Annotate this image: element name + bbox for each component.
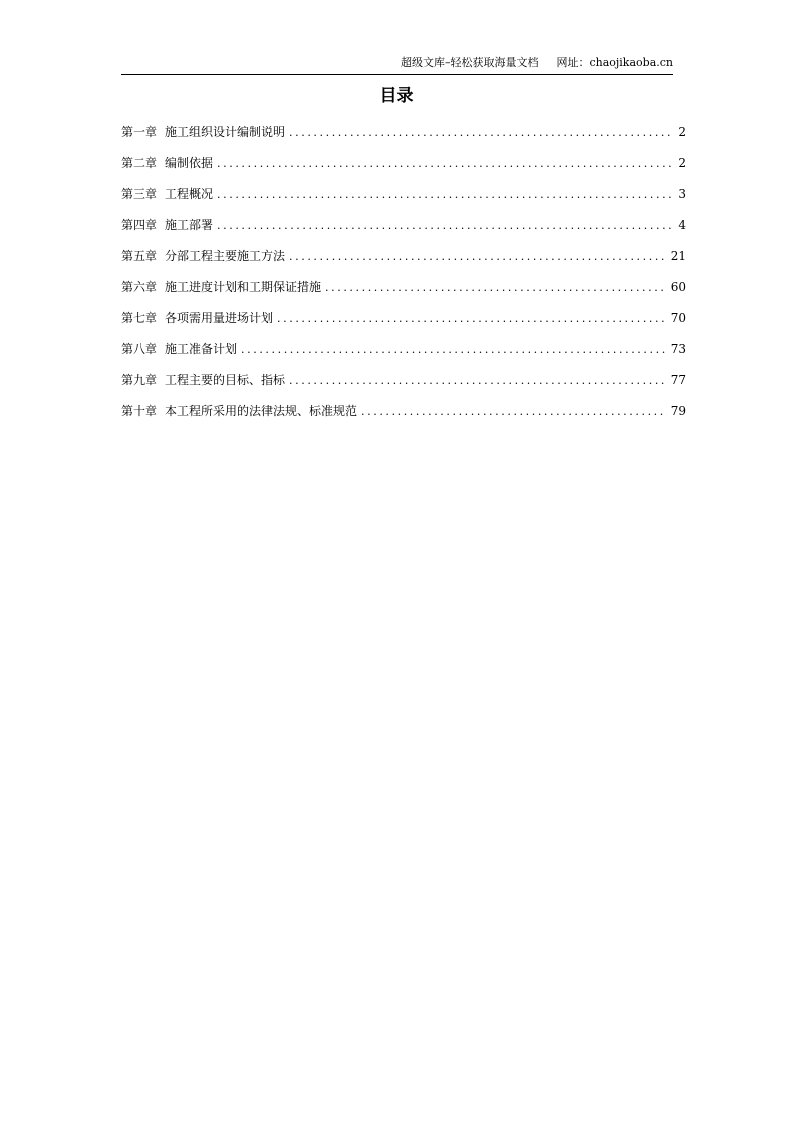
toc-entry-title: 施工准备计划 bbox=[165, 342, 238, 356]
header-url: 网址：chaojikaoba.cn bbox=[556, 56, 673, 69]
toc-entry-7[interactable] bbox=[121, 309, 686, 340]
toc-page-number: 79 bbox=[670, 404, 686, 418]
toc-entry-1[interactable] bbox=[121, 123, 686, 154]
toc-chapter-number: 第八章 bbox=[121, 342, 158, 356]
toc-entry-title: 施工进度计划和工期保证措施 bbox=[165, 280, 322, 294]
toc-entry-title: 本工程所采用的法律法规、标准规范 bbox=[165, 404, 358, 418]
toc-entry-9[interactable] bbox=[121, 371, 686, 402]
toc-page-number: 3 bbox=[678, 187, 686, 201]
toc-chapter-number: 第三章 bbox=[121, 187, 158, 201]
toc-page-number: 73 bbox=[670, 342, 686, 356]
toc-entry-title: 施工组织设计编制说明 bbox=[165, 125, 286, 139]
toc-page-number: 77 bbox=[670, 373, 686, 387]
toc-entry-3[interactable] bbox=[121, 185, 686, 216]
dot-leader bbox=[289, 248, 667, 266]
dot-leader bbox=[289, 372, 667, 390]
toc-chapter-number: 第一章 bbox=[121, 125, 158, 139]
toc-entry-title: 编制依据 bbox=[165, 156, 214, 170]
dot-leader bbox=[241, 341, 667, 359]
dot-leader bbox=[325, 279, 667, 297]
toc-title: 目录 bbox=[379, 86, 414, 106]
toc-entry-title: 工程主要的目标、指标 bbox=[165, 373, 286, 387]
toc-entry-title: 分部工程主要施工方法 bbox=[165, 249, 286, 263]
toc-entry-title: 各项需用量进场计划 bbox=[165, 311, 274, 325]
toc-entry-10[interactable] bbox=[121, 402, 686, 433]
dot-leader bbox=[217, 217, 674, 235]
toc-page-number: 21 bbox=[670, 249, 686, 263]
dot-leader bbox=[217, 155, 674, 173]
toc-page-number: 2 bbox=[678, 156, 686, 170]
page-header bbox=[121, 56, 673, 75]
toc-chapter-number: 第七章 bbox=[121, 311, 158, 325]
table-of-contents bbox=[121, 123, 686, 433]
toc-entry-8[interactable] bbox=[121, 340, 686, 371]
toc-chapter-number: 第二章 bbox=[121, 156, 158, 170]
toc-entry-title: 施工部署 bbox=[165, 218, 214, 232]
dot-leader bbox=[277, 310, 667, 328]
toc-chapter-number: 第六章 bbox=[121, 280, 158, 294]
toc-chapter-number: 第九章 bbox=[121, 373, 158, 387]
dot-leader bbox=[217, 186, 674, 204]
toc-page-number: 2 bbox=[678, 125, 686, 139]
dot-leader bbox=[289, 124, 674, 142]
toc-entry-title: 工程概况 bbox=[165, 187, 214, 201]
toc-entry-2[interactable] bbox=[121, 154, 686, 185]
toc-entry-6[interactable] bbox=[121, 278, 686, 309]
toc-page-number: 60 bbox=[670, 280, 686, 294]
toc-chapter-number: 第十章 bbox=[121, 404, 158, 418]
toc-page-number: 4 bbox=[678, 218, 686, 232]
toc-page-number: 70 bbox=[670, 311, 686, 325]
dot-leader bbox=[361, 403, 667, 421]
header-site-name: 超级文库–轻松获取海量文档 bbox=[400, 56, 539, 69]
toc-entry-5[interactable] bbox=[121, 247, 686, 278]
toc-chapter-number: 第五章 bbox=[121, 249, 158, 263]
toc-chapter-number: 第四章 bbox=[121, 218, 158, 232]
toc-entry-4[interactable] bbox=[121, 216, 686, 247]
